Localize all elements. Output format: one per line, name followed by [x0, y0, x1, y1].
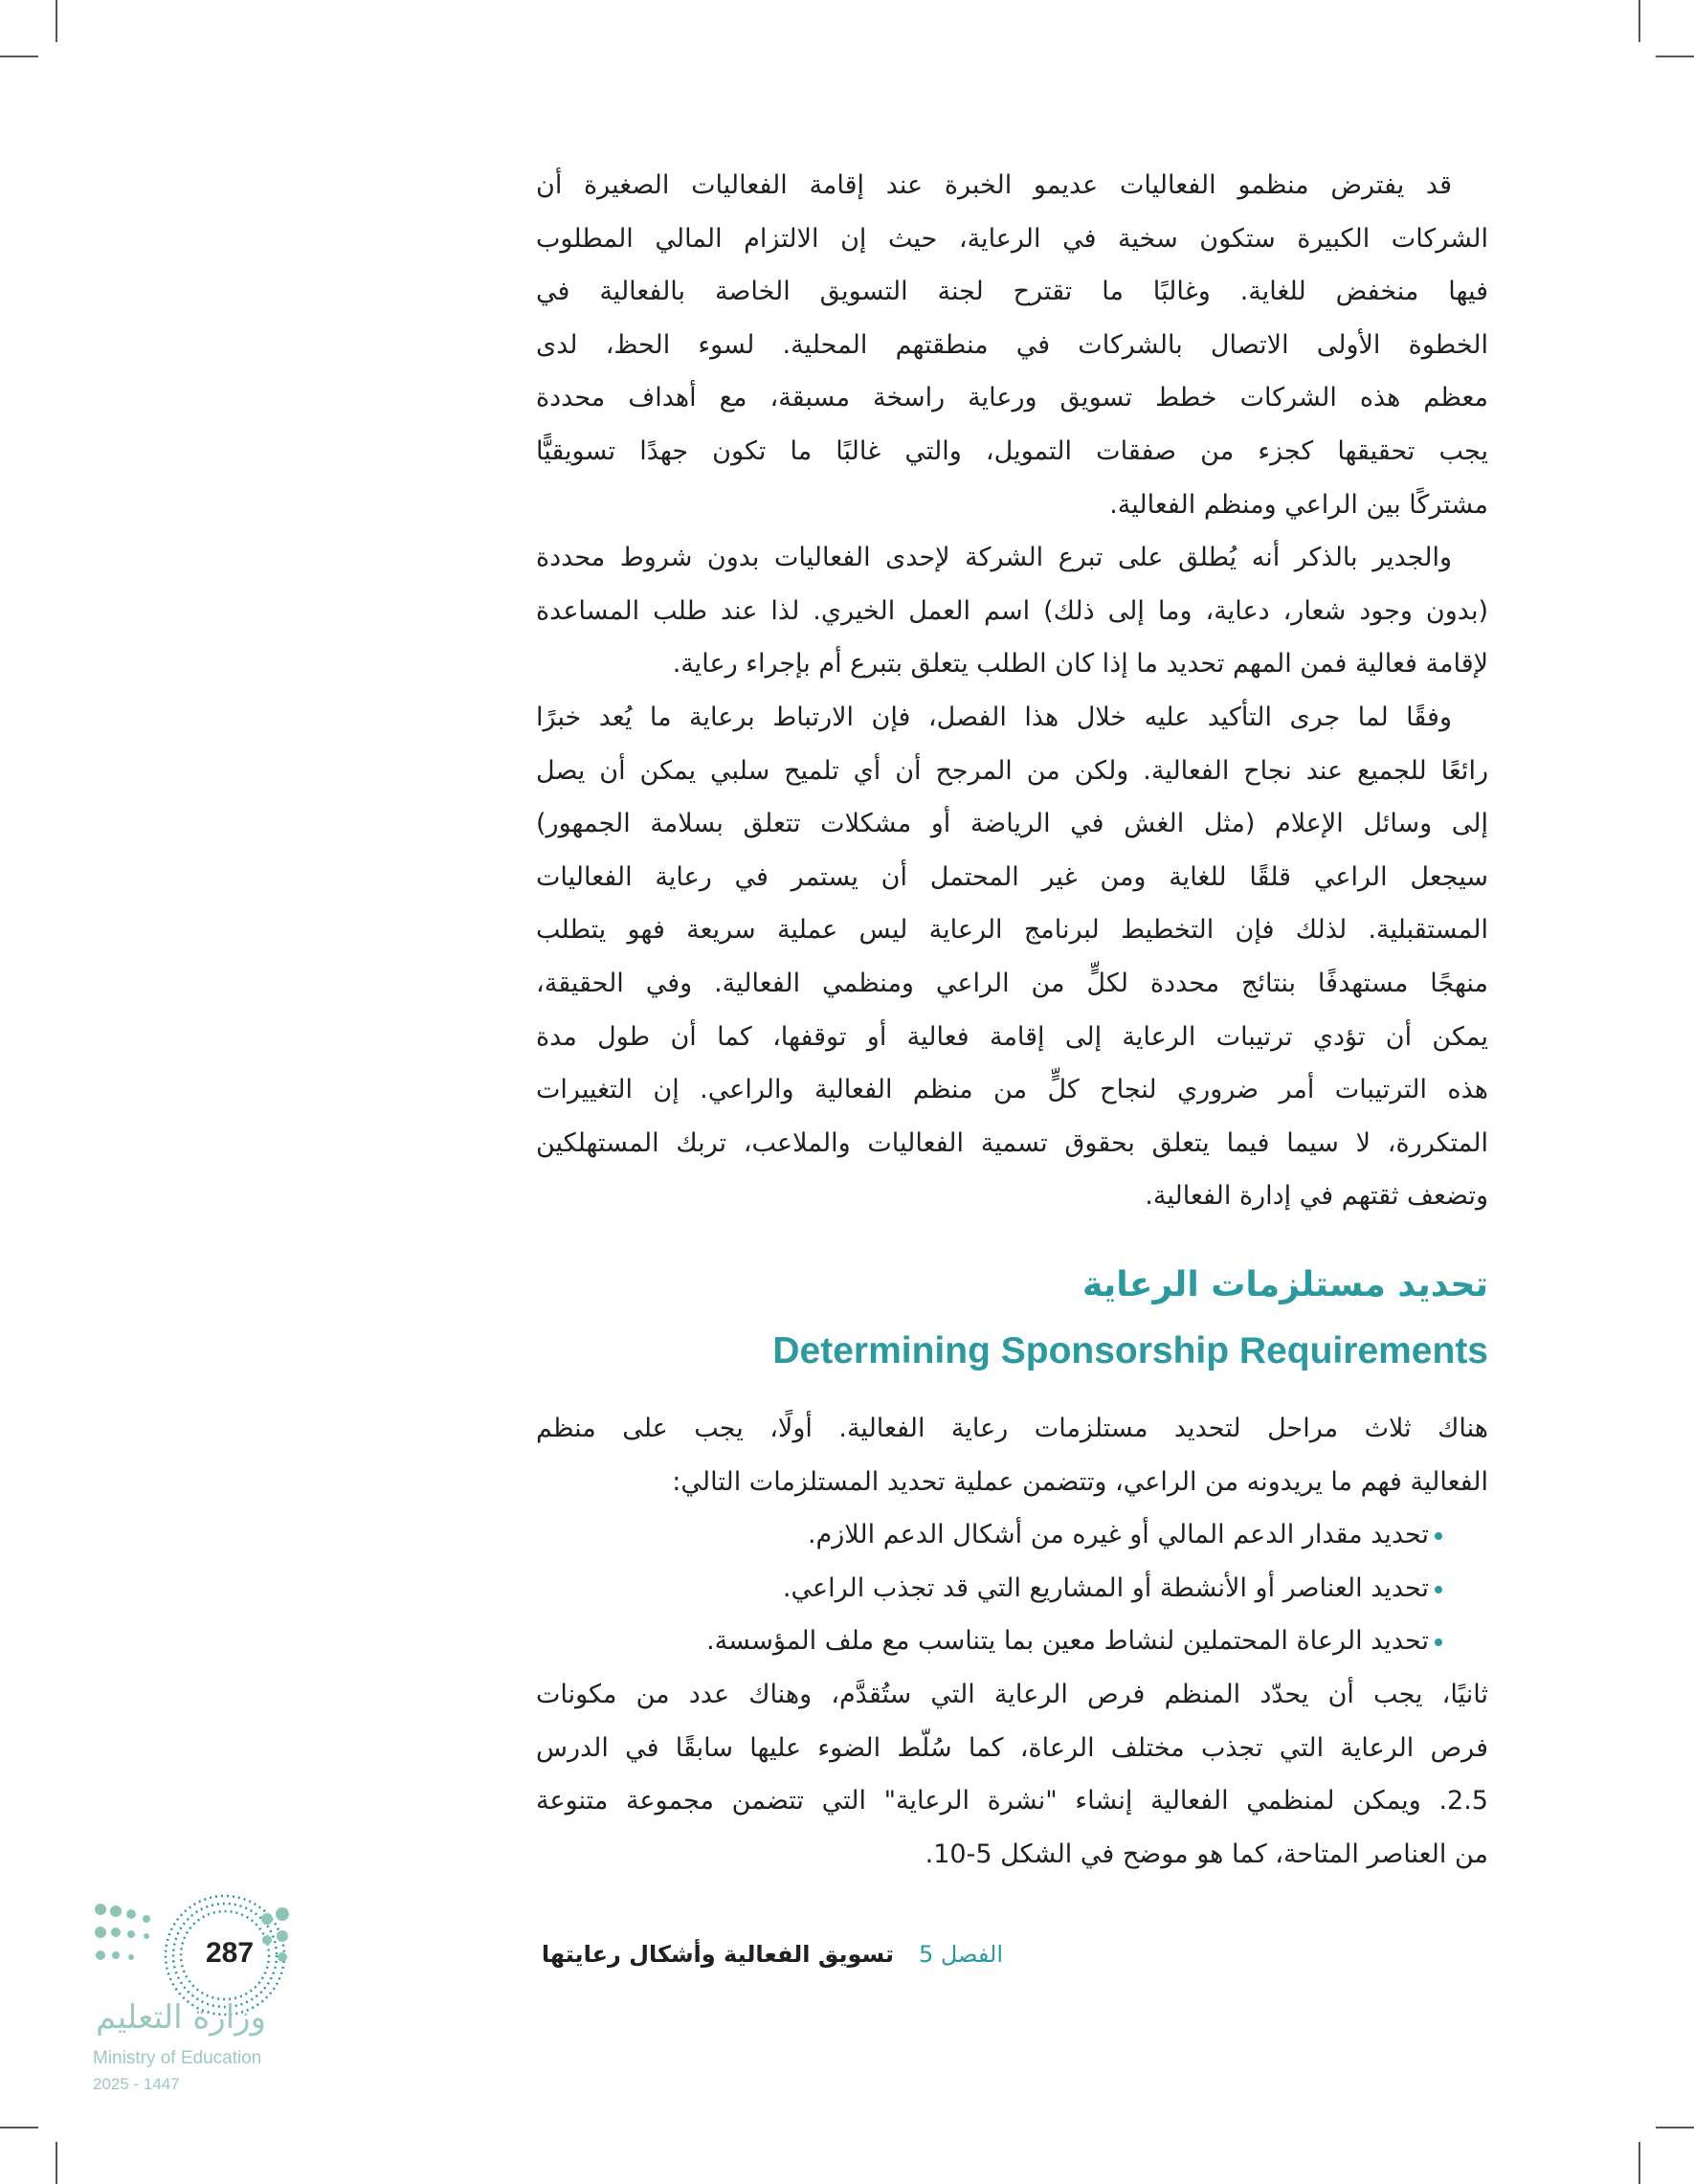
text-line: الشركات الكبيرة ستكون سخية في الرعاية، حيث إن الالتزام المالي المطلوب — [536, 223, 1488, 254]
text-line: رائعًا للجميع عند نجاح الفعالية. ولكن من المرجح أن أي تلميح سلبي يمكن أن يصل — [536, 755, 1488, 786]
ministry-name-arabic: وزارة التعليم — [96, 1998, 266, 2037]
text-line: الخطوة الأولى الاتصال بالشركات في منطقتهم المحلية. لسوء الحظ، لدى — [536, 329, 1488, 360]
text-line: لإقامة فعالية فمن المهم تحديد ما إذا كان الطلب يتعلق بتبرع أم بإجراء رعاية. — [672, 649, 1488, 680]
chapter-footer — [542, 1941, 1003, 1968]
text-line: 2.5. ويمكن لمنظمي الفعالية إنشاء "نشرة الرعاية" التي تتضمن مجموعة متنوعة — [536, 1786, 1488, 1816]
text-line: والجدير بالذكر أنه يُطلق على تبرع الشركة لإحدى الفعاليات بدون شروط محددة — [536, 543, 1452, 573]
crop-mark — [1638, 0, 1640, 42]
text-line: (بدون وجود شعار، دعاية، وما إلى ذلك) اسم العمل الخيري. لذا عند طلب المساعدة — [536, 595, 1488, 626]
crop-mark — [56, 0, 57, 42]
crop-mark — [1656, 56, 1694, 57]
crop-mark — [0, 2127, 38, 2128]
text-line: منهجًا مستهدفًا بنتائج محددة لكلٍّ من الراعي ومنظمي الفعالية. وفي الحقيقة، — [536, 968, 1488, 998]
text-line: يمكن أن تؤدي ترتيبات الرعاية إلى إقامة فعالية أو توقفها، كما أن طول مدة — [536, 1021, 1488, 1052]
edition-year: 2025 - 1447 — [93, 2075, 180, 2093]
bullet-text: تحديد العناصر أو الأنشطة أو المشاريع التي قد تجذب الراعي. — [782, 1572, 1429, 1603]
text-line: وفقًا لما جرى التأكيد عليه خلال هذا الفصل، فإن الارتباط برعاية ما يُعد خبرًا — [536, 702, 1452, 732]
text-line: فرص الرعاية التي تجذب مختلف الرعاة، كما سُلّط الضوء عليها سابقًا في الدرس — [536, 1732, 1488, 1763]
bullet-text: تحديد مقدار الدعم المالي أو غيره من أشكال الدعم اللازم. — [807, 1520, 1429, 1550]
section-text — [536, 1402, 1488, 1881]
page-number: 287 — [206, 1937, 255, 1969]
text-line: المستقبلية. لذلك فإن التخطيط لبرنامج الرعاية ليس عملية سريعة فهو يتطلب — [536, 915, 1488, 946]
text-line: قد يفترض منظمو الفعاليات عديمو الخبرة عند إقامة الفعاليات الصغيرة أن — [536, 170, 1452, 200]
crop-mark — [1638, 2142, 1640, 2184]
text-line: إلى وسائل الإعلام (مثل الغش في الرياضة أو مشكلات تتعلق بسلامة الجمهور) — [536, 809, 1488, 839]
text-line: فيها منخفض للغاية. وغالبًا ما تقترح لجنة التسويق الخاصة بالفعالية في — [536, 277, 1488, 307]
text-line: ثانيًا، يجب أن يحدّد المنظم فرص الرعاية التي ستُقدَّم، وهناك عدد من مكونات — [536, 1679, 1488, 1709]
body-text — [536, 159, 1488, 1223]
text-line: من العناصر المتاحة، كما هو موضح في الشكل 5-10. — [925, 1839, 1488, 1869]
text-line: هذه الترتيبات أمر ضروري لنجاح كلٍّ من منظم الفعالية والراعي. إن التغييرات — [536, 1075, 1488, 1105]
chapter-title: تسويق الفعالية وأشكال رعايتها — [541, 1941, 894, 1968]
bullet-item — [536, 1615, 1488, 1668]
crop-mark — [0, 56, 38, 57]
crop-mark — [1656, 2127, 1694, 2128]
bullet-text: تحديد الرعاة المحتملين لنشاط معين بما يتناسب مع ملف المؤسسة. — [706, 1626, 1429, 1657]
section-heading-english: Determining Sponsorship Requirements — [772, 1330, 1488, 1371]
bullet-item — [536, 1562, 1488, 1616]
crop-mark — [56, 2142, 57, 2184]
text-line: الفعالية فهم ما يريدونه من الراعي، وتتضمن عملية تحديد المستلزمات التالي: — [672, 1466, 1488, 1497]
section-heading-arabic: تحديد مستلزمات الرعاية — [1081, 1265, 1488, 1304]
ministry-logo-icon — [91, 1890, 311, 2101]
text-line: وتضعف ثقتهم في إدارة الفعالية. — [1145, 1181, 1488, 1212]
text-line: المتكررة، لا سيما فيما يتعلق بحقوق تسمية الفعاليات والملاعب، تربك المستهلكين — [536, 1127, 1488, 1158]
text-line: هناك ثلاث مراحل لتحديد مستلزمات رعاية الفعالية. أولًا، يجب على منظم — [536, 1414, 1488, 1443]
bullet-item — [536, 1508, 1488, 1562]
chapter-label: الفصل 5 — [918, 1941, 1003, 1968]
text-line: سيجعل الراعي قلقًا للغاية ومن غير المحتمل أن يستمر في رعاية الفعاليات — [536, 861, 1488, 892]
ministry-name-english: Ministry of Education — [93, 2048, 262, 2068]
text-line: معظم هذه الشركات خطط تسويق ورعاية راسخة مسبقة، مع أهداف محددة — [536, 383, 1488, 413]
text-line: مشتركًا بين الراعي ومنظم الفعالية. — [1109, 489, 1488, 520]
text-line: يجب تحقيقها كجزء من صفقات التمويل، والتي غالبًا ما تكون جهدًا تسويقيًّا — [536, 435, 1488, 466]
